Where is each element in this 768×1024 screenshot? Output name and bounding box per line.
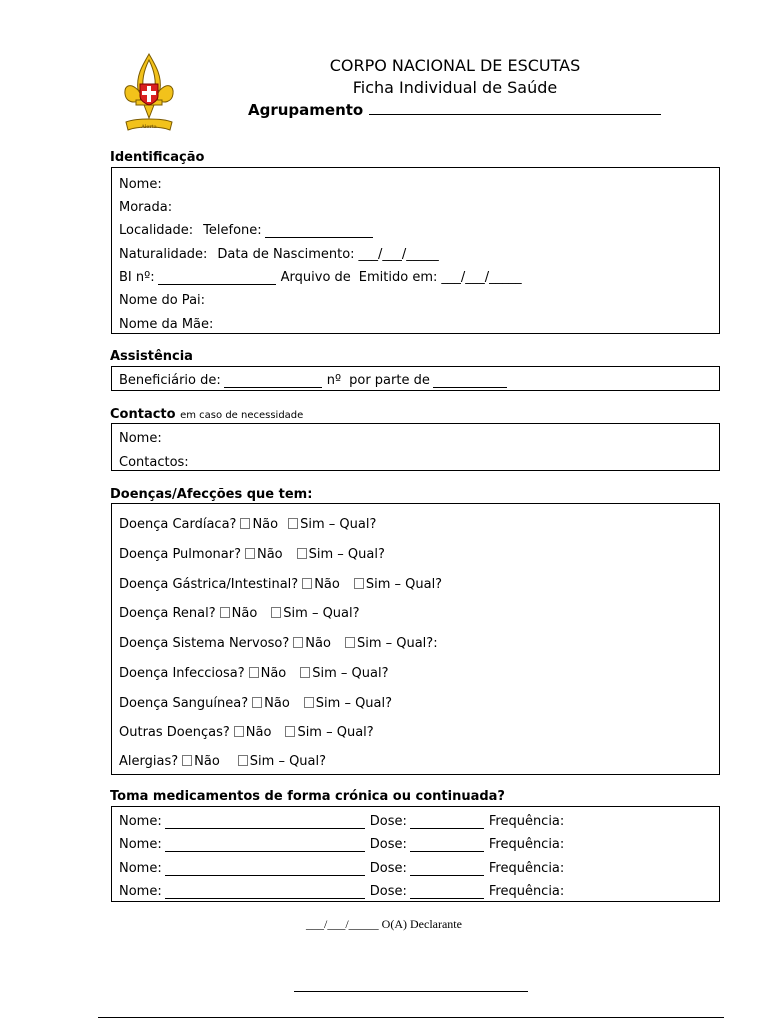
- medicamento-row[interactable]: Nome: Dose: Frequência:: [119, 884, 565, 899]
- nao-checkbox[interactable]: [182, 755, 192, 766]
- field-contactos[interactable]: Contactos:: [119, 455, 189, 470]
- sim-checkbox[interactable]: [238, 755, 248, 766]
- telefone-line: [265, 226, 373, 238]
- contacto-box: [111, 423, 720, 471]
- field-morada[interactable]: Morada:: [119, 200, 173, 215]
- nao-checkbox[interactable]: [249, 667, 259, 678]
- identificacao-box: [111, 167, 720, 334]
- sim-checkbox[interactable]: [345, 637, 355, 648]
- sim-checkbox[interactable]: [271, 607, 281, 618]
- medicamento-row[interactable]: Nome: Dose: Frequência:: [119, 861, 565, 876]
- field-localidade[interactable]: Localidade: Telefone:: [119, 222, 711, 238]
- doenca-row[interactable]: Doença Sistema Nervoso? Não Sim – Qual?:: [119, 636, 438, 651]
- sim-checkbox[interactable]: [300, 667, 310, 678]
- beneficiario-line: [224, 376, 322, 388]
- doenca-row[interactable]: Doença Sanguínea? Não Sim – Qual?: [119, 696, 393, 711]
- nao-checkbox[interactable]: [240, 518, 250, 529]
- section-assistencia-title: Assistência: [110, 349, 193, 364]
- numero-label: nº: [326, 373, 342, 388]
- declarante-line[interactable]: ___/___/_____ O(A) Declarante: [306, 917, 462, 931]
- nao-checkbox[interactable]: [293, 637, 303, 648]
- sim-checkbox[interactable]: [297, 548, 307, 559]
- nao-checkbox[interactable]: [234, 726, 244, 737]
- doencas-box: [111, 503, 720, 775]
- group-label: Agrupamento: [248, 101, 364, 119]
- sim-checkbox[interactable]: [354, 578, 364, 589]
- arquivo-label: Arquivo de: [280, 270, 351, 285]
- section-identificacao-title: Identificação: [110, 150, 205, 165]
- contacto-subtitle: em caso de necessidade: [180, 410, 304, 421]
- nao-checkbox[interactable]: [245, 548, 255, 559]
- emitido-blank[interactable]: ___/___/_____: [441, 270, 522, 285]
- medicamento-row[interactable]: Nome: Dose: Frequência:: [119, 837, 565, 852]
- doenca-row[interactable]: Outras Doenças? Não Sim – Qual?: [119, 725, 374, 740]
- scout-fleur-de-lis-logo: [122, 52, 176, 136]
- field-beneficiario[interactable]: Beneficiário de: nº por parte de: [119, 372, 711, 388]
- field-nome-pai[interactable]: Nome do Pai:: [119, 293, 206, 308]
- field-contacto-nome[interactable]: Nome:: [119, 431, 162, 446]
- page-bottom-rule: [98, 1017, 724, 1018]
- section-medicamentos-title: Toma medicamentos de forma crónica ou continuada?: [110, 789, 505, 804]
- form-title: Ficha Individual de Saúde: [352, 78, 558, 97]
- sim-checkbox[interactable]: [288, 518, 298, 529]
- medicamento-row[interactable]: Nome: Dose: Frequência:: [119, 814, 565, 829]
- field-bi[interactable]: BI nº: Arquivo de Emitido em: ___/___/_____: [119, 270, 522, 285]
- group-field[interactable]: [248, 100, 661, 119]
- nao-checkbox[interactable]: [252, 697, 262, 708]
- field-naturalidade[interactable]: Naturalidade: Data de Nascimento: ___/___/_____: [119, 247, 439, 262]
- logo-motto: Alerta: [141, 124, 157, 130]
- doenca-row[interactable]: Doença Gástrica/Intestinal? Não Sim – Qual?: [119, 577, 443, 592]
- nao-checkbox[interactable]: [302, 578, 312, 589]
- sim-checkbox[interactable]: [304, 697, 314, 708]
- medicamentos-box: [111, 806, 720, 902]
- section-doencas-title: Doenças/Afecções que tem:: [110, 487, 313, 502]
- sim-checkbox[interactable]: [285, 726, 295, 737]
- signature-line[interactable]: [294, 991, 528, 992]
- doenca-row[interactable]: Alergias? Não Sim – Qual?: [119, 754, 327, 769]
- doenca-row[interactable]: Doença Renal? Não Sim – Qual?: [119, 606, 360, 621]
- field-nome-mae[interactable]: Nome da Mãe:: [119, 317, 214, 332]
- doenca-row[interactable]: Doença Cardíaca? Não Sim – Qual?: [119, 517, 377, 532]
- doenca-row[interactable]: Doença Pulmonar? Não Sim – Qual?: [119, 547, 385, 562]
- data-nascimento-blank[interactable]: ___/___/_____: [358, 247, 439, 262]
- nao-checkbox[interactable]: [220, 607, 230, 618]
- por-parte-line: [433, 376, 507, 388]
- por-parte-label: por parte de: [349, 373, 430, 388]
- assistencia-box: [111, 366, 720, 391]
- field-nome[interactable]: Nome:: [119, 177, 162, 192]
- emitido-label: Emitido em:: [358, 270, 438, 285]
- section-contacto-title: Contacto em caso de necessidade: [110, 407, 304, 422]
- telefone-label: Telefone:: [203, 223, 262, 238]
- group-line[interactable]: [369, 100, 661, 115]
- doenca-row[interactable]: Doença Infecciosa? Não Sim – Qual?: [119, 666, 389, 681]
- bi-line: [158, 273, 276, 285]
- org-title: CORPO NACIONAL DE ESCUTAS: [329, 56, 581, 75]
- data-nascimento-label: Data de Nascimento:: [217, 247, 355, 262]
